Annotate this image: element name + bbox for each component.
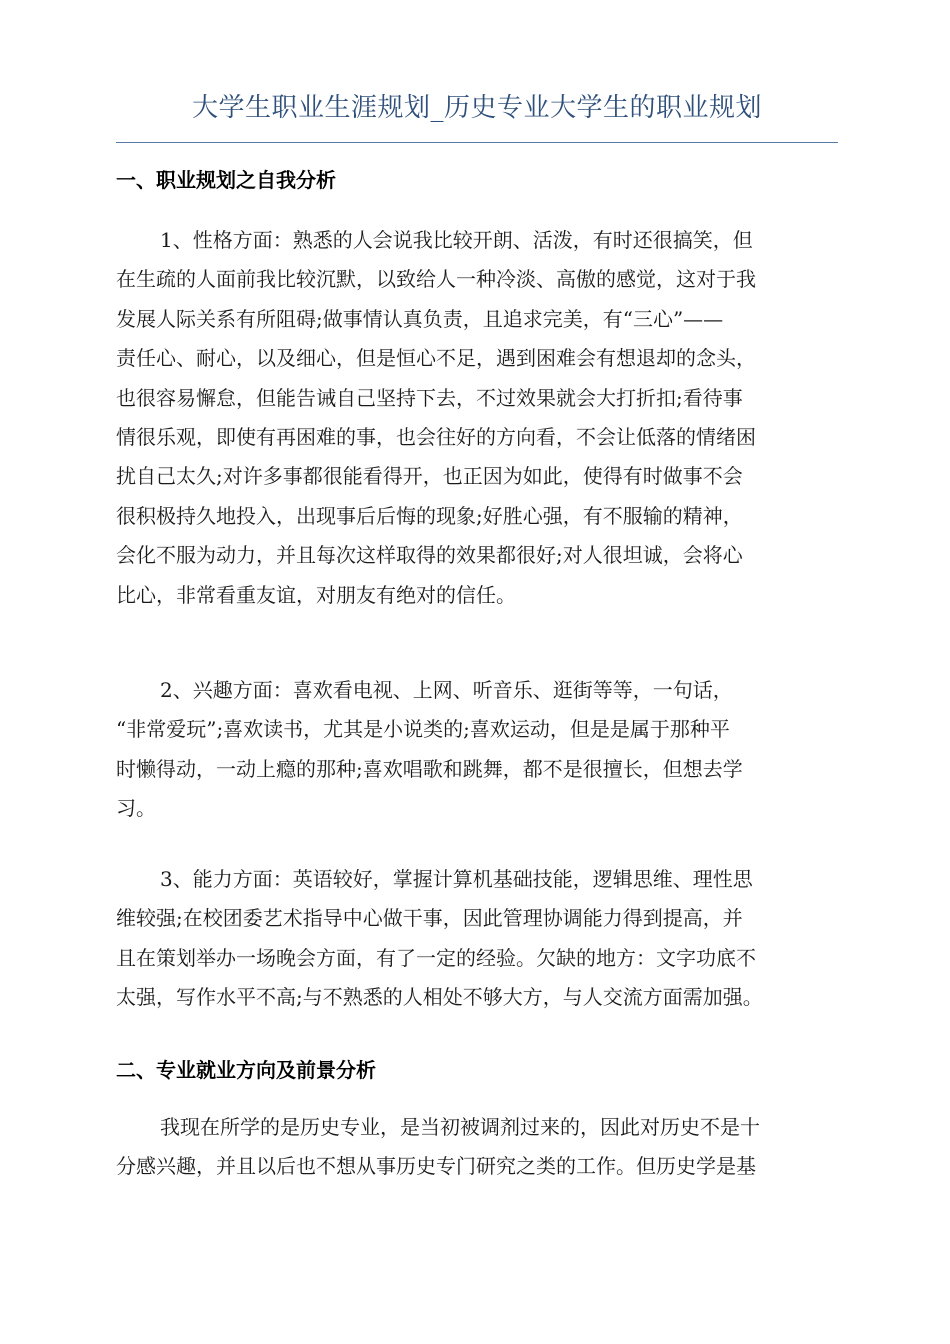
paragraph-line: 情很乐观，即使有再困难的事，也会往好的方向看，不会让低落的情绪困 bbox=[116, 424, 756, 449]
title-divider bbox=[116, 142, 838, 143]
section-heading-self-analysis: 一、职业规划之自我分析 bbox=[116, 168, 336, 192]
paragraph-line: 我现在所学的是历史专业，是当初被调剂过来的，因此对历史不是十 bbox=[160, 1115, 760, 1139]
paragraph-line: 也很容易懈怠，但能告诫自己坚持下去，不过效果就会大打折扣;看待事 bbox=[116, 385, 743, 410]
document-title: 大学生职业生涯规划_历史专业大学生的职业规划 bbox=[191, 93, 762, 123]
paragraph-line: 很积极持久地投入，出现事后后悔的现象;好胜心强，有不服输的精神， bbox=[116, 503, 743, 528]
section-heading-career-outlook: 二、专业就业方向及前景分析 bbox=[116, 1058, 376, 1082]
paragraph-line: 且在策划举办一场晚会方面，有了一定的经验。欠缺的地方：文字功底不 bbox=[116, 945, 756, 970]
paragraph-line: “非常爱玩”;喜欢读书，尤其是小说类的;喜欢运动，但是是属于那种平 bbox=[116, 717, 730, 742]
paragraph-line: 习。 bbox=[116, 796, 156, 821]
paragraph-line: 发展人际关系有所阻碍;做事情认真负责，且追求完美，有“三心”—— bbox=[116, 306, 724, 331]
paragraph-line: 1、性格方面：熟悉的人会说我比较开朗、活泼，有时还很搞笑，但 bbox=[160, 228, 753, 252]
paragraph-abilities bbox=[116, 860, 838, 1018]
paragraph-line: 维较强;在校团委艺术指导中心做干事，因此管理协调能力得到提高，并 bbox=[116, 906, 743, 931]
paragraph-personality bbox=[116, 221, 838, 615]
paragraph-line: 3、能力方面：英语较好，掌握计算机基础技能，逻辑思维、理性思 bbox=[160, 867, 753, 891]
paragraph-line: 责任心、耐心，以及细心，但是恒心不足，遇到困难会有想退却的念头， bbox=[116, 346, 756, 371]
paragraph-line: 2、兴趣方面：喜欢看电视、上网、听音乐、逛街等等，一句话， bbox=[160, 678, 733, 702]
paragraph-line: 时懒得动，一动上瘾的那种;喜欢唱歌和跳舞，都不是很擅长，但想去学 bbox=[116, 756, 743, 781]
paragraph-line: 太强，写作水平不高;与不熟悉的人相处不够大方，与人交流方面需加强。 bbox=[116, 985, 763, 1010]
paragraph-line: 分感兴趣，并且以后也不想从事历史专门研究之类的工作。但历史学是基 bbox=[116, 1154, 756, 1179]
paragraph-line: 扰自己太久;对许多事都很能看得开，也正因为如此，使得有时做事不会 bbox=[116, 464, 743, 489]
paragraph-line: 比心，非常看重友谊，对朋友有绝对的信任。 bbox=[116, 582, 516, 607]
paragraph-line: 在生疏的人面前我比较沉默，以致给人一种冷淡、高傲的感觉，这对于我 bbox=[116, 267, 756, 292]
paragraph-major-background bbox=[116, 1108, 838, 1187]
paragraph-line: 会化不服为动力，并且每次这样取得的效果都很好;对人很坦诚，会将心 bbox=[116, 543, 743, 568]
paragraph-interests bbox=[116, 671, 838, 829]
